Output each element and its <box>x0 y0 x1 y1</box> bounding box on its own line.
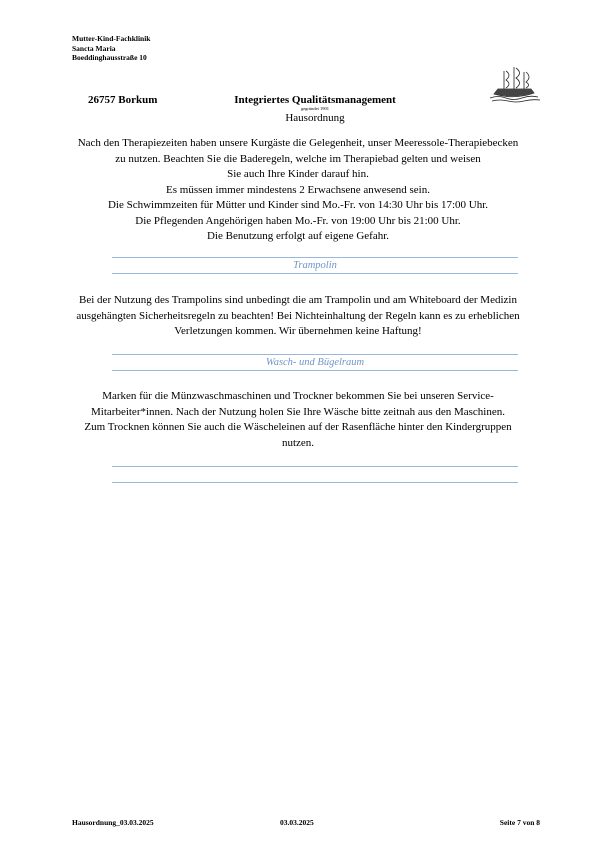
sailing-ship-icon <box>486 64 542 104</box>
paragraph-line: Es müssen immer mindestens 2 Erwachsene anwesend sein. <box>166 183 430 196</box>
paragraph-line: Bei der Nutzung des Trampolins sind unbedingt die am Trampolin und am Whiteboard der Medizin <box>79 294 517 306</box>
footer-date: 03.03.2025 <box>280 818 314 827</box>
intro-paragraph <box>68 136 528 245</box>
paragraph-line: ausgehängten Sicherheitsregeln zu beachten! Bei Nichteinhaltung der Regeln kann es zu erheblichen <box>76 309 520 322</box>
city-label: 26757 Borkum <box>88 94 158 106</box>
address-line: Sancta Maria <box>72 43 116 53</box>
founded-note: gegründet 1901 <box>300 106 330 111</box>
paragraph-line: Sie auch Ihre Kinder darauf hin. <box>227 168 369 180</box>
section-divider <box>112 273 518 274</box>
section-divider <box>112 482 518 483</box>
paragraph-line: nutzen. <box>281 436 315 449</box>
section-divider <box>112 370 518 371</box>
paragraph-line: Mitarbeiter*innen. Nach der Nutzung holen Sie Ihre Wäsche bitte zeitnah aus den Maschinen. <box>91 405 505 418</box>
footer-page-number: Seite 7 von 8 <box>499 818 540 827</box>
paragraph-line: Zum Trocknen können Sie auch die Wäscheleinen auf der Rasenfläche hinter den Kindergruppen <box>84 421 512 433</box>
paragraph-line: Die Schwimmzeiten für Mütter und Kinder sind Mo.-Fr. von 14:30 Uhr bis 17:00 Uhr. <box>107 199 489 211</box>
footer-filename: Hausordnung_03.03.2025 <box>72 818 154 827</box>
clinic-address <box>72 34 150 63</box>
address-line: Mutter-Kind-Fachklinik <box>72 34 151 43</box>
section-divider <box>112 354 518 355</box>
paragraph-line: Verletzungen kommen. Wir übernehmen keine Haftung! <box>174 325 422 337</box>
paragraph-line: Marken für die Münzwaschmaschinen und Trockner bekommen Sie bei unseren Service- <box>102 390 494 402</box>
paragraph-line: Nach den Therapiezeiten haben unsere Kurgäste die Gelegenheit, unser Meeressole-Therapiebecken <box>77 137 519 149</box>
section-divider <box>112 466 518 467</box>
section-divider <box>112 257 518 258</box>
section-heading-trampolin: Trampolin <box>293 260 337 271</box>
paragraph-line: Die Benutzung erfolgt auf eigene Gefahr. <box>206 230 390 242</box>
section-heading-laundry: Wasch- und Bügelraum <box>265 357 365 368</box>
paragraph-line: zu nutzen. Beachten Sie die Baderegeln, welche im Therapiebad gelten und weisen <box>115 152 481 165</box>
address-line: Boeddinghausstraße 10 <box>72 53 147 62</box>
laundry-paragraph <box>68 389 528 451</box>
document-subtitle: Hausordnung <box>285 112 345 124</box>
paragraph-line: Die Pflegenden Angehörigen haben Mo.-Fr. von 19:00 Uhr bis 21:00 Uhr. <box>135 214 461 227</box>
document-title: Integriertes Qualitätsmanagement <box>234 94 396 106</box>
trampolin-paragraph <box>68 293 528 340</box>
